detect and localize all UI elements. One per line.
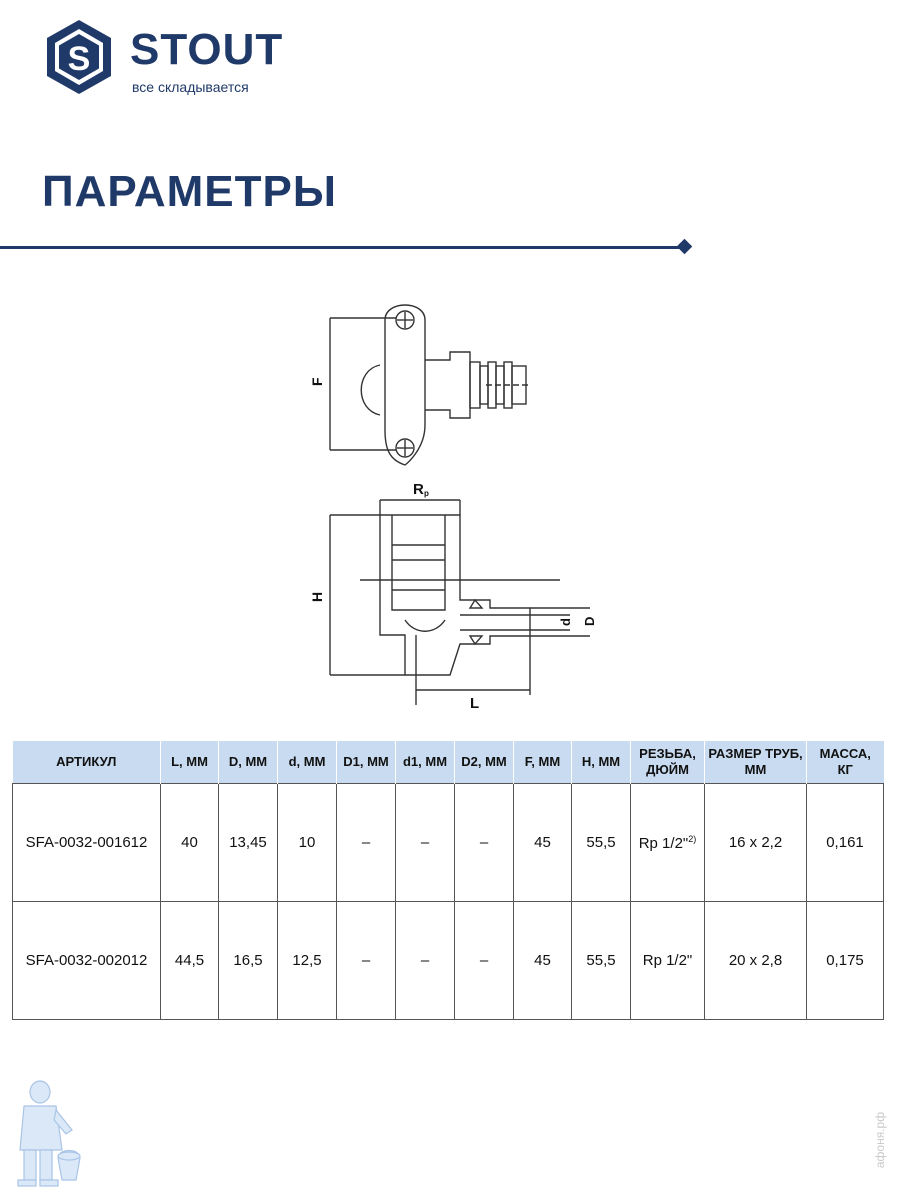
dim-label-h: H [309, 591, 325, 602]
site-watermark: афоня.рф [873, 1111, 887, 1169]
cell-d: 12,5 [278, 902, 337, 1020]
cell-big-d: 16,5 [219, 902, 278, 1020]
dim-label-f: F [309, 377, 325, 386]
cell-d1-big: – [337, 902, 396, 1020]
cell-thread: Rp 1/2" [631, 902, 705, 1020]
cell-big-d: 13,45 [219, 784, 278, 902]
header-mass: МАССА, КГ [807, 741, 884, 784]
brand-name: STOUT [130, 25, 284, 74]
cell-mass: 0,175 [807, 902, 884, 1020]
cell-d1: – [396, 784, 455, 902]
header-d1: d1, ММ [396, 741, 455, 784]
cell-article: SFA-0032-002012 [13, 902, 161, 1020]
cell-d2: – [455, 784, 514, 902]
page-title: ПАРАМЕТРЫ [42, 167, 337, 216]
stout-hexagon-logo-icon [44, 18, 114, 96]
dim-label-d: d [558, 618, 573, 626]
dim-label-l: L [470, 695, 480, 712]
cell-pipe-size: 20 x 2,8 [705, 902, 807, 1020]
brand-logo [44, 18, 284, 100]
cell-thread: Rp 1/2"$^{2)}$ [631, 784, 705, 902]
plumber-mascot-icon [10, 1080, 82, 1192]
dim-label-rp: R [413, 481, 424, 498]
table-row [13, 784, 884, 902]
cell-l: 44,5 [161, 902, 219, 1020]
cell-d: 10 [278, 784, 337, 902]
dim-label-rp-subscript: p [424, 489, 429, 498]
dim-label-big-d: D [582, 616, 597, 626]
title-divider [0, 246, 684, 249]
cell-d2: – [455, 902, 514, 1020]
footnote-marker: 2) [688, 833, 697, 844]
header-d: d, ММ [278, 741, 337, 784]
header-big-d: D, ММ [219, 741, 278, 784]
parameters-table [12, 741, 884, 1020]
cell-h: 55,5 [572, 902, 631, 1020]
fitting-technical-drawing [300, 290, 610, 720]
header-f: F, ММ [514, 741, 572, 784]
cell-article: SFA-0032-001612 [13, 784, 161, 902]
cell-d1-big: – [337, 784, 396, 902]
cell-f: 45 [514, 902, 572, 1020]
header-h: H, ММ [572, 741, 631, 784]
cell-f: 45 [514, 784, 572, 902]
header-article: АРТИКУЛ [13, 741, 161, 784]
cell-l: 40 [161, 784, 219, 902]
divider-diamond-icon [677, 239, 693, 255]
header-d2: D2, ММ [455, 741, 514, 784]
svg-text:S: S [67, 40, 91, 78]
header-thread: РЕЗЬБА, ДЮЙМ [631, 741, 705, 784]
header-d1-big: D1, ММ [337, 741, 396, 784]
brand-tagline: все складывается [132, 79, 249, 95]
table-row [13, 902, 884, 1020]
cell-h: 55,5 [572, 784, 631, 902]
cell-pipe-size: 16 x 2,2 [705, 784, 807, 902]
table-header-row [13, 741, 884, 784]
cell-mass: 0,161 [807, 784, 884, 902]
cell-d1: – [396, 902, 455, 1020]
header-pipe-size: РАЗМЕР ТРУБ, ММ [705, 741, 807, 784]
header-l: L, ММ [161, 741, 219, 784]
